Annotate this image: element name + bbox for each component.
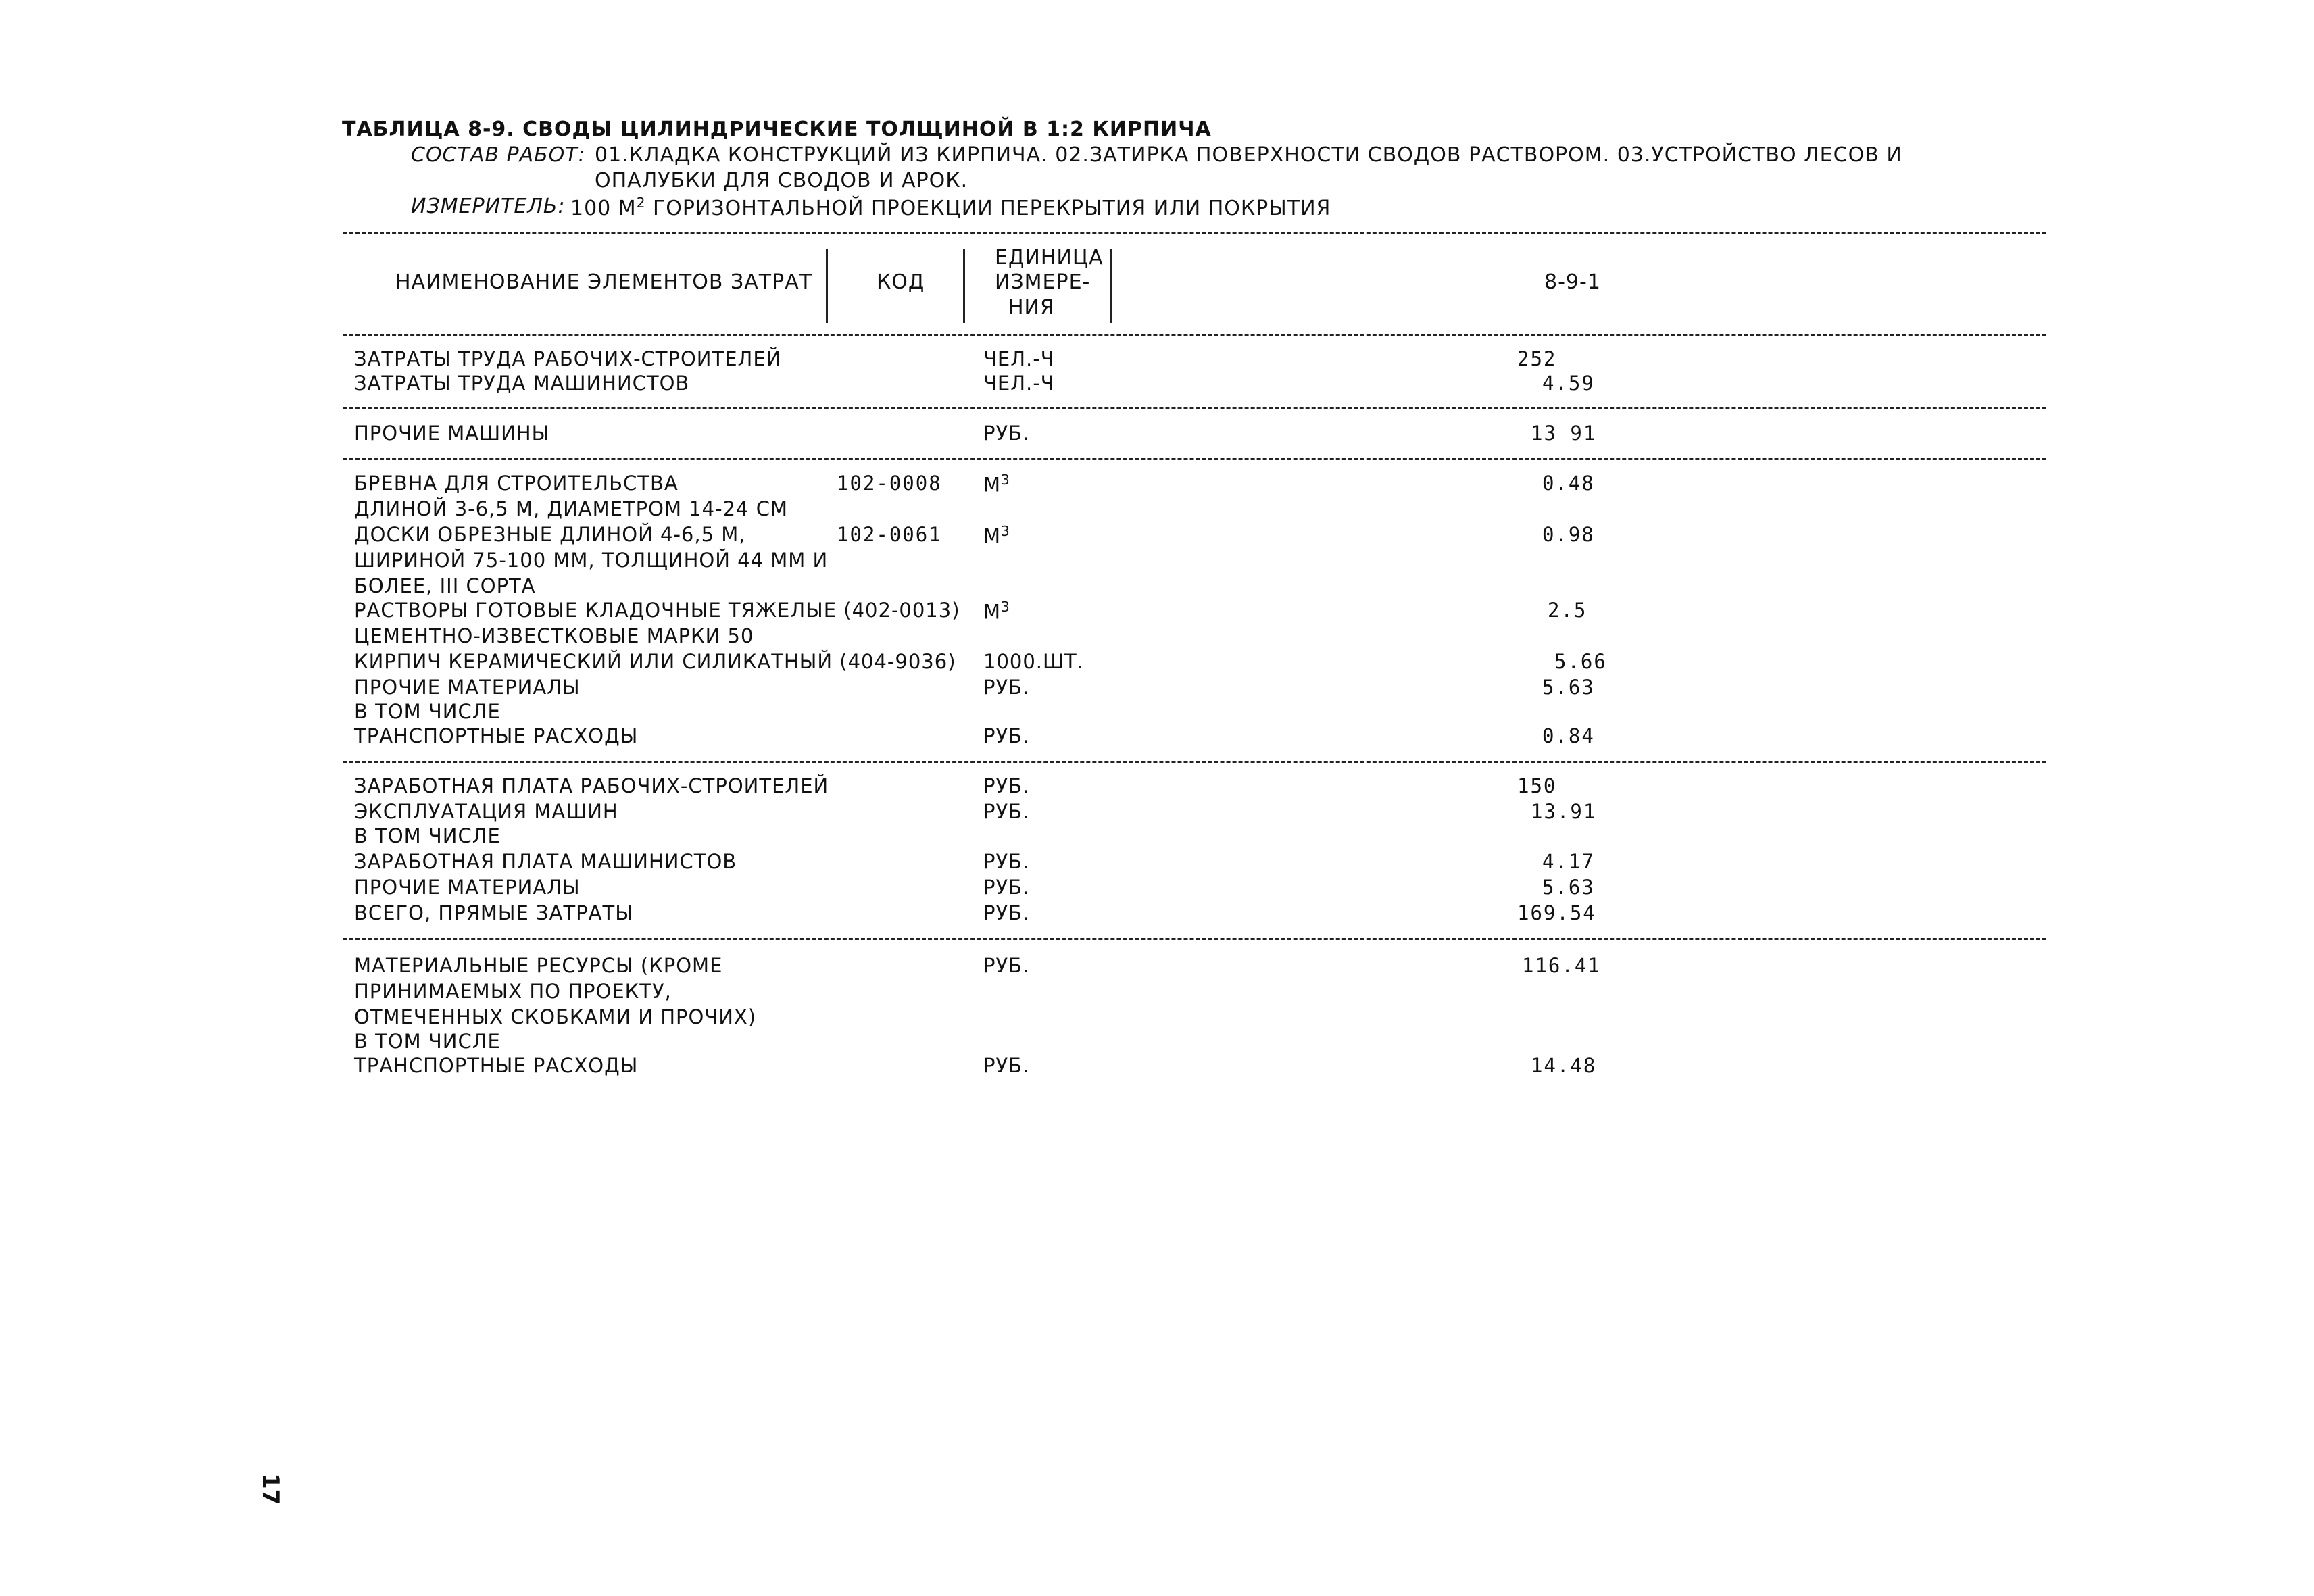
row-value: 2.5 (1548, 599, 1587, 622)
header-divider-2 (963, 249, 965, 323)
composition-line-1: 01.КЛАДКА КОНСТРУКЦИЙ ИЗ КИРПИЧА. 02.ЗАТИРКА ПОВЕРХНОСТИ СВОДОВ РАСТВОРОМ. 03.УСТРОЙСТВО ЛЕСОВ И (595, 143, 1902, 167)
row-name-cont: ПРИНИМАЕМЫХ ПО ПРОЕКТУ, (354, 980, 672, 1003)
row-unit-base: М (983, 473, 1002, 497)
row-name: В ТОМ ЧИСЛЕ (354, 1030, 501, 1053)
row-unit: РУБ. (983, 724, 1030, 747)
section-rule (343, 938, 2046, 940)
meter-value-prefix: 100 М (570, 197, 637, 220)
row-unit (983, 523, 1010, 548)
header-code-col: КОД (877, 270, 925, 294)
row-value: 13 91 (1531, 422, 1597, 445)
row-name-cont: ЦЕМЕНТНО-ИЗВЕСТКОВЫЕ МАРКИ 50 (354, 624, 754, 647)
row-code: 102-0061 (837, 523, 942, 546)
section-rule (343, 407, 2046, 409)
header-unit-col-1: ЕДИНИЦА (995, 246, 1104, 270)
row-name: ПРОЧИЕ МАТЕРИАЛЫ (354, 676, 581, 699)
row-unit: РУБ. (983, 800, 1030, 823)
row-value: 13.91 (1531, 800, 1597, 823)
row-unit: РУБ. (983, 676, 1030, 699)
row-unit (983, 599, 1010, 624)
row-name-cont: БОЛЕЕ, III СОРТА (354, 574, 536, 597)
row-unit: РУБ. (983, 850, 1030, 873)
row-unit: РУБ. (983, 954, 1030, 977)
row-unit: РУБ. (983, 1054, 1030, 1077)
row-unit: ЧЕЛ.-Ч (983, 372, 1055, 395)
header-unit-col-2: ИЗМЕРЕ- (995, 270, 1091, 294)
row-value: 0.48 (1542, 472, 1595, 495)
row-name: В ТОМ ЧИСЛЕ (354, 824, 501, 847)
row-name-cont: ДЛИНОЙ 3-6,5 М, ДИАМЕТРОМ 14-24 СМ (354, 497, 788, 520)
row-name-cont: ШИРИНОЙ 75-100 ММ, ТОЛЩИНОЙ 44 ММ И (354, 549, 829, 572)
row-unit-base: М (983, 600, 1002, 624)
row-value: 0.84 (1542, 724, 1595, 747)
row-name: ПРОЧИЕ МАШИНЫ (354, 422, 550, 445)
section-rule (343, 458, 2046, 460)
header-bottom-rule (343, 334, 2046, 336)
composition-line-2: ОПАЛУБКИ ДЛЯ СВОДОВ И АРОК. (595, 169, 968, 193)
row-unit: 1000.ШТ. (983, 650, 1084, 673)
row-unit-sup: 3 (1001, 523, 1010, 539)
row-name: ПРОЧИЕ МАТЕРИАЛЫ (354, 876, 581, 899)
row-value: 252 (1517, 347, 1557, 370)
row-unit: РУБ. (983, 422, 1030, 445)
header-unit-col-3: НИЯ (1008, 296, 1055, 320)
row-unit: РУБ. (983, 774, 1030, 797)
row-name: РАСТВОРЫ ГОТОВЫЕ КЛАДОЧНЫЕ ТЯЖЕЛЫЕ (402-0013) (354, 599, 960, 622)
header-divider-1 (826, 249, 828, 323)
row-value: 0.98 (1542, 523, 1595, 546)
row-name: ВСЕГО, ПРЯМЫЕ ЗАТРАТЫ (354, 901, 633, 924)
composition-label: СОСТАВ РАБОТ: (411, 143, 586, 167)
row-name: ЗАТРАТЫ ТРУДА МАШИНИСТОВ (354, 372, 690, 395)
row-name: ЗАРАБОТНАЯ ПЛАТА МАШИНИСТОВ (354, 850, 737, 873)
header-value-col: 8-9-1 (1544, 270, 1601, 294)
row-unit-sup: 3 (1001, 599, 1010, 615)
row-unit: РУБ. (983, 876, 1030, 899)
row-unit-base: М (983, 524, 1002, 548)
row-unit: РУБ. (983, 901, 1030, 924)
section-rule (343, 761, 2046, 763)
meter-value-suffix: ГОРИЗОНТАЛЬНОЙ ПРОЕКЦИИ ПЕРЕКРЫТИЯ ИЛИ ПОКРЫТИЯ (645, 197, 1331, 220)
header-name-col: НАИМЕНОВАНИЕ ЭЛЕМЕНТОВ ЗАТРАТ (395, 270, 813, 294)
meter-value-sup: 2 (636, 195, 646, 211)
row-value: 4.59 (1542, 372, 1595, 395)
row-value: 169.54 (1517, 901, 1596, 924)
table-title: ТАБЛИЦА 8-9. СВОДЫ ЦИЛИНДРИЧЕСКИЕ ТОЛЩИНОЙ В 1:2 КИРПИЧА (342, 118, 1212, 141)
row-unit: ЧЕЛ.-Ч (983, 347, 1055, 370)
page-number: 17 (257, 1473, 284, 1505)
row-name: ЗАТРАТЫ ТРУДА РАБОЧИХ-СТРОИТЕЛЕЙ (354, 347, 782, 370)
header-top-rule (343, 232, 2046, 234)
row-value: 5.63 (1542, 876, 1595, 899)
row-value: 5.66 (1554, 650, 1607, 673)
row-name: ЭКСПЛУАТАЦИЯ МАШИН (354, 800, 618, 823)
row-unit (983, 472, 1010, 497)
row-name: БРЕВНА ДЛЯ СТРОИТЕЛЬСТВА (354, 472, 679, 495)
header-divider-3 (1110, 249, 1112, 323)
row-unit-sup: 3 (1001, 472, 1010, 488)
row-name: ТРАНСПОРТНЫЕ РАСХОДЫ (354, 724, 639, 747)
row-value: 5.63 (1542, 676, 1595, 699)
meter-value (570, 195, 1331, 220)
row-name: ТРАНСПОРТНЫЕ РАСХОДЫ (354, 1054, 639, 1077)
meter-label: ИЗМЕРИТЕЛЬ: (411, 195, 566, 218)
row-value: 150 (1517, 774, 1557, 797)
row-name: ЗАРАБОТНАЯ ПЛАТА РАБОЧИХ-СТРОИТЕЛЕЙ (354, 774, 829, 797)
row-name-cont: ОТМЕЧЕННЫХ СКОБКАМИ И ПРОЧИХ) (354, 1005, 757, 1028)
row-name: ДОСКИ ОБРЕЗНЫЕ ДЛИНОЙ 4-6,5 М, (354, 523, 746, 546)
row-name: МАТЕРИАЛЬНЫЕ РЕСУРСЫ (КРОМЕ (354, 954, 723, 977)
row-name: В ТОМ ЧИСЛЕ (354, 700, 501, 723)
row-code: 102-0008 (837, 472, 942, 495)
row-value: 116.41 (1522, 954, 1601, 977)
row-value: 4.17 (1542, 850, 1595, 873)
row-value: 14.48 (1531, 1054, 1597, 1077)
row-name: КИРПИЧ КЕРАМИЧЕСКИЙ ИЛИ СИЛИКАТНЫЙ (404-9036) (354, 650, 956, 673)
